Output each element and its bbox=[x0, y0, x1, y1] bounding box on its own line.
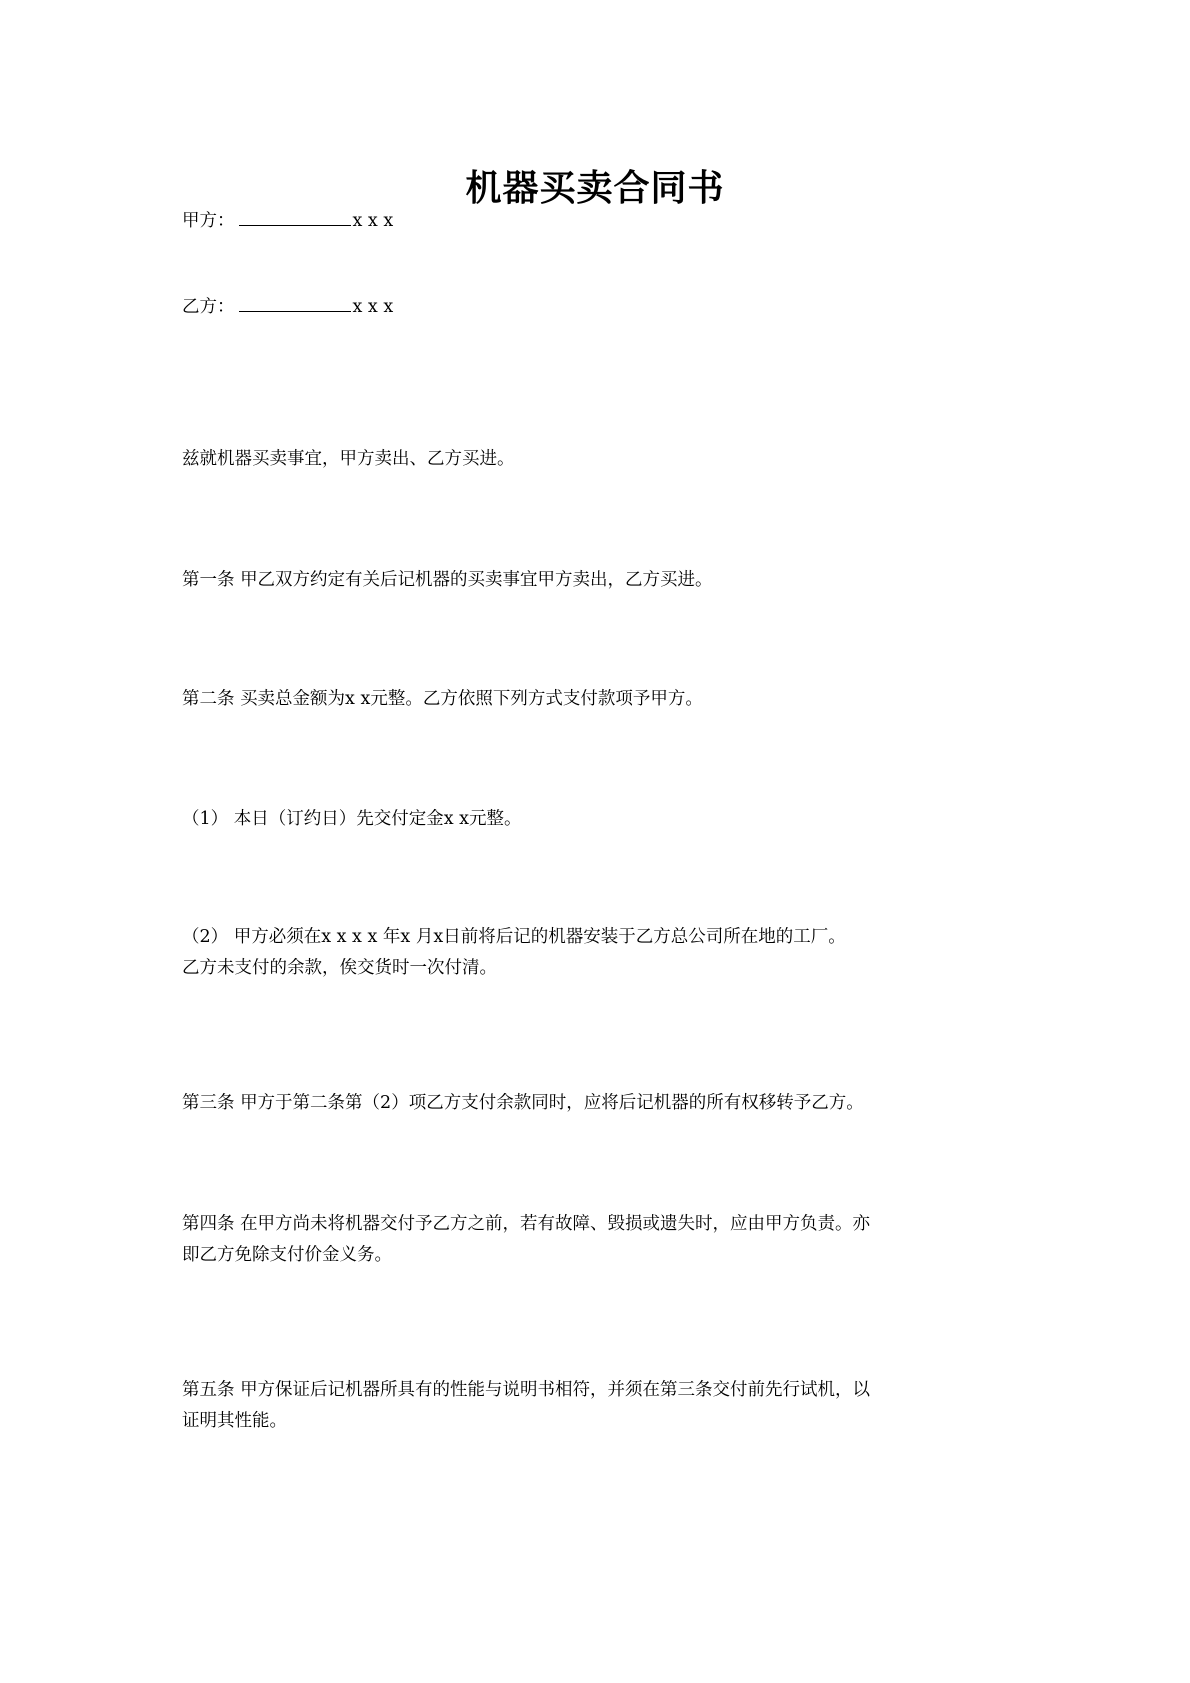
paragraph-line: （2） 甲方必须在x x x x 年x 月x日前将后记的机器安装于乙方总公司所在地的工厂。 bbox=[182, 927, 846, 947]
paragraph-line: （1） 本日（订约日）先交付定金x x元整。 bbox=[182, 809, 522, 829]
article-2-paragraph bbox=[182, 684, 1017, 715]
article-3-paragraph bbox=[182, 1088, 1017, 1119]
party-b-value: x x x bbox=[352, 297, 394, 317]
party-b-blank bbox=[239, 296, 351, 312]
party-a-label: 甲方： bbox=[182, 211, 235, 231]
paragraph-line: 第二条 买卖总金额为x x元整。乙方依照下列方式支付款项予甲方。 bbox=[182, 689, 703, 709]
paragraph-line: 第四条 在甲方尚未将机器交付予乙方之前，若有故障、毁损或遗失时，应由甲方负责。亦 bbox=[182, 1214, 871, 1234]
paragraph-line: 证明其性能。 bbox=[182, 1411, 287, 1431]
paragraph-line: 第五条 甲方保证后记机器所具有的性能与说明书相符，并须在第三条交付前先行试机，以 bbox=[182, 1380, 871, 1400]
preamble-paragraph bbox=[182, 444, 1017, 475]
article-2-item-2-paragraph bbox=[182, 922, 1017, 984]
document-title: 机器买卖合同书 bbox=[465, 167, 725, 209]
article-1-paragraph bbox=[182, 565, 1017, 596]
paragraph-line: 乙方未支付的余款，俟交货时一次付清。 bbox=[182, 958, 497, 978]
paragraph-line: 第一条 甲乙双方约定有关后记机器的买卖事宜甲方卖出，乙方买进。 bbox=[182, 570, 713, 590]
party-b-label: 乙方： bbox=[182, 297, 235, 317]
party-a-line bbox=[182, 206, 393, 236]
paragraph-line: 即乙方免除支付价金义务。 bbox=[182, 1245, 392, 1265]
party-a-blank bbox=[239, 210, 351, 226]
article-5-paragraph bbox=[182, 1375, 1017, 1437]
article-2-item-1-paragraph bbox=[182, 804, 1017, 835]
party-a-value: x x x bbox=[352, 211, 394, 231]
article-4-paragraph bbox=[182, 1209, 1017, 1271]
paragraph-line: 兹就机器买卖事宜，甲方卖出、乙方买进。 bbox=[182, 449, 515, 469]
party-b-line bbox=[182, 292, 393, 322]
paragraph-line: 第三条 甲方于第二条第（2）项乙方支付余款同时，应将后记机器的所有权移转予乙方。 bbox=[182, 1093, 864, 1113]
